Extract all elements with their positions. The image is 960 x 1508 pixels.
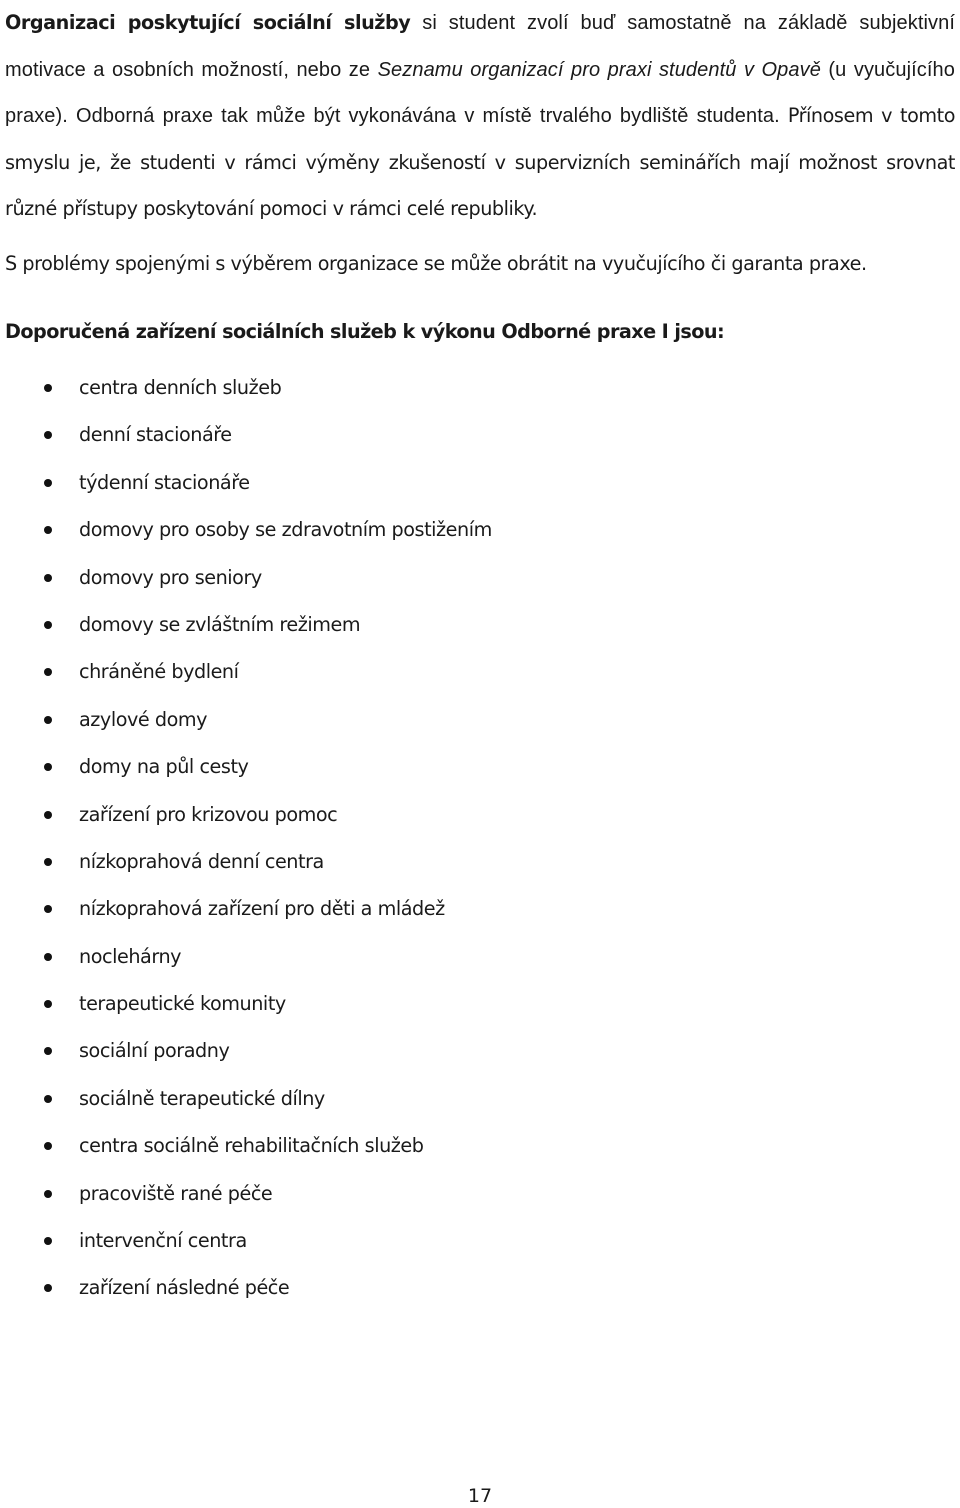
list-item-text: terapeutické komunity xyxy=(79,992,286,1016)
organization-list-reference: Seznamu organizací pro praxi studentů v Opavě xyxy=(377,58,821,81)
bullet-icon xyxy=(44,431,52,439)
list-item-text: centra sociálně rehabilitačních služeb xyxy=(79,1134,424,1158)
bullet-icon xyxy=(44,1190,52,1198)
bullet-icon xyxy=(44,858,52,866)
list-item xyxy=(0,887,960,934)
list-item-text: nízkoprahová zařízení pro děti a mládež xyxy=(79,897,445,921)
contact-paragraph: S problémy spojenými s výběrem organizace se může obrátit na vyučujícího či garanta praxe. xyxy=(5,252,867,275)
list-item-text: intervenční centra xyxy=(79,1229,247,1253)
bullet-icon xyxy=(44,811,52,819)
list-item xyxy=(0,650,960,697)
bullet-icon xyxy=(44,763,52,771)
bullet-icon xyxy=(44,1142,52,1150)
list-item-text: zařízení pro krizovou pomoc xyxy=(79,802,338,826)
bullet-icon xyxy=(44,1000,52,1008)
bullet-icon xyxy=(44,716,52,724)
list-item-text: pracoviště rané péče xyxy=(79,1181,273,1205)
list-item-text: domovy se zvláštním režimem xyxy=(79,612,361,636)
list-item xyxy=(0,603,960,650)
bullet-icon xyxy=(44,384,52,392)
bullet-icon xyxy=(44,1237,52,1245)
list-item-text: sociálně terapeutické dílny xyxy=(79,1086,325,1110)
list-item xyxy=(0,745,960,792)
list-item-text: azylové domy xyxy=(79,707,208,731)
list-item xyxy=(0,366,960,413)
intro-bold-lead: Organizaci poskytující sociální služby xyxy=(5,11,411,34)
bullet-icon xyxy=(44,526,52,534)
intro-text-a: si student zvolí buď samostatně na základě subjektivní motivace a osobních možností, nebo ze xyxy=(5,12,956,81)
list-item-text: chráněné bydlení xyxy=(79,660,239,684)
list-item-text: domy na půl cesty xyxy=(79,755,249,779)
facilities-list xyxy=(0,366,960,1314)
bullet-icon xyxy=(44,1095,52,1103)
list-item-text: týdenní stacionáře xyxy=(79,470,250,494)
page-number: 17 xyxy=(467,1485,493,1507)
list-item-text: nízkoprahová denní centra xyxy=(79,849,324,873)
intro-text-b: (u vyučujícího praxe). Odborná praxe tak může být vykonávána v místě trvalého bydliště studenta. xyxy=(5,58,955,128)
bullet-icon xyxy=(44,621,52,629)
list-item xyxy=(0,982,960,1029)
list-item-text: denní stacionáře xyxy=(79,423,232,447)
list-item-text: noclehárny xyxy=(79,944,182,968)
intro-text-c: Přínosem v tomto smyslu je, že studenti v rámci výměny zkušeností v supervizních seminářích mají možnost srovnat různé přístupy poskytování pomoci v rámci celé republiky. xyxy=(5,104,956,221)
bullet-icon xyxy=(44,1047,52,1055)
list-item xyxy=(0,461,960,508)
list-item xyxy=(0,935,960,982)
list-item-text: sociální poradny xyxy=(79,1039,230,1063)
list-item xyxy=(0,1172,960,1219)
bullet-icon xyxy=(44,1284,52,1292)
list-item xyxy=(0,1029,960,1076)
bullet-icon xyxy=(44,574,52,582)
list-item-text: centra denních služeb xyxy=(79,376,282,399)
list-item-text: domovy pro seniory xyxy=(79,565,262,589)
list-item xyxy=(0,1077,960,1124)
list-item xyxy=(0,1266,960,1313)
list-item-text: domovy pro osoby se zdravotním postižením xyxy=(79,518,492,542)
section-heading: Doporučená zařízení sociálních služeb k výkonu Odborné praxe I jsou: xyxy=(5,320,725,343)
list-item xyxy=(0,793,960,840)
bullet-icon xyxy=(44,668,52,676)
list-item xyxy=(0,1219,960,1266)
list-item-text: zařízení následné péče xyxy=(79,1276,290,1300)
list-item xyxy=(0,556,960,603)
list-item xyxy=(0,413,960,460)
bullet-icon xyxy=(44,905,52,913)
intro-paragraph xyxy=(5,0,955,233)
list-item xyxy=(0,840,960,887)
bullet-icon xyxy=(44,479,52,487)
list-item xyxy=(0,508,960,555)
list-item xyxy=(0,1124,960,1171)
bullet-icon xyxy=(44,953,52,961)
list-item xyxy=(0,698,960,745)
